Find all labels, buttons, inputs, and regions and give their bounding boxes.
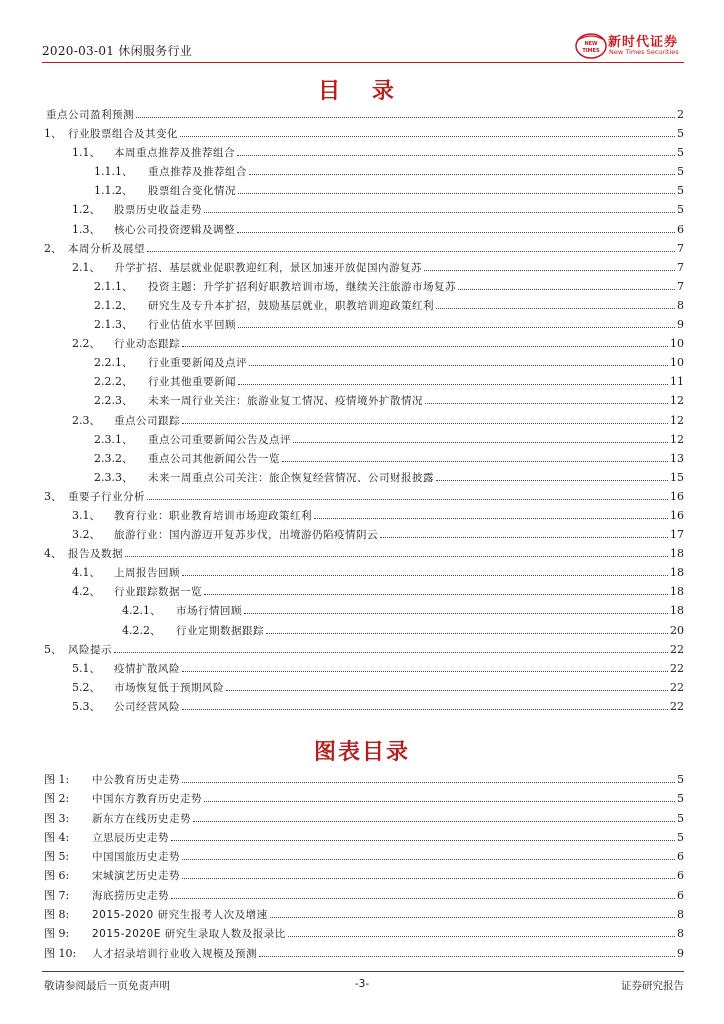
toc-entry[interactable]	[44, 239, 684, 258]
toc-entry[interactable]	[44, 220, 684, 239]
page-ref: 12	[670, 432, 684, 446]
toc-entry[interactable]	[44, 200, 684, 219]
toc-entry-label: 旅游行业：国内游迈开复苏步伐，出境游仍陷疫情阴云	[114, 529, 378, 542]
toc-entry-number: 1.2、	[72, 203, 101, 217]
toc-entry-label: 市场恢复低于预期风险	[114, 681, 224, 694]
toc-entry[interactable]	[44, 621, 684, 640]
page-ref: 6	[677, 869, 684, 883]
toc-entry-number: 2.2.1、	[94, 356, 133, 370]
dot-leader	[193, 820, 675, 822]
toc-entry[interactable]	[44, 506, 684, 525]
dot-leader	[424, 269, 675, 271]
toc-entry-number: 4.2.2、	[122, 623, 161, 637]
footer-report-type: 证券研究报告	[621, 980, 684, 992]
dot-leader	[244, 612, 668, 614]
dot-leader	[182, 781, 675, 783]
figure-title: 海底捞历史走势	[92, 889, 169, 902]
toc-entry[interactable]	[44, 124, 684, 143]
dot-leader	[314, 517, 668, 519]
dot-leader	[237, 154, 675, 156]
page-ref: 18	[670, 566, 684, 580]
dot-leader	[204, 800, 675, 802]
page-ref: 9	[677, 946, 684, 960]
footer-divider	[42, 971, 684, 972]
header-date-sector: 2020-03-01 休闲服务行业	[42, 44, 193, 58]
dot-leader	[125, 555, 668, 557]
table-of-contents	[44, 105, 684, 716]
toc-entry-label: 市场行情回顾	[176, 605, 242, 618]
figure-entry[interactable]	[44, 866, 684, 885]
toc-entry[interactable]	[44, 449, 684, 468]
toc-entry[interactable]	[44, 487, 684, 506]
dot-leader	[288, 935, 675, 937]
toc-entry-label: 核心公司投资逻辑及调整	[114, 223, 235, 236]
toc-entry[interactable]	[44, 372, 684, 391]
toc-entry-label: 升学扩招、基层就业促职教迎红利，景区加速开放促国内游复苏	[114, 261, 422, 274]
toc-entry-number: 1、	[44, 127, 62, 141]
dot-leader	[171, 897, 675, 899]
figure-title: 中公教育历史走势	[92, 774, 180, 786]
figure-number: 图 2:	[44, 792, 70, 806]
toc-entry-number: 3.1、	[72, 508, 101, 522]
figure-entry[interactable]	[44, 828, 684, 847]
toc-entry-label: 重点公司盈利预测	[46, 109, 134, 121]
dot-leader	[249, 364, 668, 366]
toc-entry-label: 未来一周行业关注：旅游业复工情况、疫情境外扩散情况	[148, 395, 423, 408]
dot-leader	[182, 877, 675, 879]
dot-leader	[238, 383, 668, 385]
figure-title: 人才招录培训行业收入规模及预测	[92, 947, 257, 960]
toc-entry-label: 重要子行业分析	[68, 490, 145, 503]
toc-entry[interactable]	[44, 468, 684, 487]
toc-entry-label: 行业估值水平回顾	[148, 319, 236, 332]
toc-entry-number: 2.1.1、	[94, 279, 133, 293]
figure-number: 图 9:	[44, 927, 70, 941]
toc-entry[interactable]	[44, 601, 684, 620]
dot-leader	[282, 460, 668, 462]
figure-number: 图 8:	[44, 908, 70, 922]
dot-leader	[249, 173, 675, 175]
page-ref: 22	[670, 661, 684, 675]
toc-entry-number: 1.1、	[72, 146, 101, 160]
figure-title: 宋城演艺历史走势	[92, 870, 180, 883]
toc-entry[interactable]	[44, 640, 684, 659]
toc-entry-label: 重点公司其他新闻公告一览	[148, 452, 280, 465]
dot-leader	[182, 422, 668, 424]
toc-entry[interactable]	[44, 391, 684, 410]
dot-leader	[266, 632, 668, 634]
toc-entry[interactable]	[44, 353, 684, 372]
page-ref: 13	[670, 451, 684, 465]
page-ref: 5	[677, 792, 684, 806]
page-ref: 12	[670, 394, 684, 408]
toc-entry-label: 未来一周重点公司关注：旅企恢复经营情况、公司财报披露	[148, 471, 434, 484]
toc-entry-label: 股票组合变化情况	[148, 185, 236, 198]
toc-entry-label: 重点公司重要新闻公告及点评	[148, 433, 291, 446]
toc-entry-label: 投资主题：升学扩招利好职教培训市场，继续关注旅游市场复苏	[148, 280, 456, 293]
page-ref: 18	[670, 547, 684, 561]
page-ref: 7	[677, 260, 684, 274]
page-ref: 2	[677, 108, 684, 121]
figures-list-title: 图表目录	[313, 740, 410, 765]
toc-entry-number: 2.3.1、	[94, 432, 133, 446]
dot-leader	[436, 479, 668, 481]
page-ref: 18	[670, 604, 684, 618]
toc-entry[interactable]	[44, 430, 684, 449]
toc-entry[interactable]	[44, 563, 684, 582]
page-ref: 17	[670, 528, 684, 542]
figure-number: 图 4:	[44, 830, 70, 844]
toc-entry-label: 风险提示	[68, 643, 112, 656]
dot-leader	[436, 307, 675, 309]
figure-title: 新东方在线历史走势	[92, 812, 191, 825]
page-ref: 5	[677, 830, 684, 844]
page-ref: 16	[670, 508, 684, 522]
toc-entry[interactable]	[44, 296, 684, 315]
toc-entry-number: 2.3.2、	[94, 451, 133, 465]
toc-entry-label: 上周报告回顾	[114, 567, 180, 580]
page-ref: 5	[677, 773, 684, 786]
toc-entry-number: 2.2.3、	[94, 394, 133, 408]
page-ref: 6	[677, 888, 684, 902]
toc-entry[interactable]	[44, 411, 684, 430]
toc-entry[interactable]	[44, 334, 684, 353]
page-ref: 20	[670, 623, 684, 637]
page-ref: 22	[670, 699, 684, 713]
dot-leader	[147, 498, 668, 500]
figure-title: 中国东方教育历史走势	[92, 793, 202, 806]
logo-mark-icon	[574, 30, 610, 60]
page-ref: 10	[670, 356, 684, 370]
page-ref: 11	[670, 375, 684, 389]
toc-entry-label: 本周分析及展望	[68, 242, 145, 255]
dot-leader	[380, 536, 668, 538]
dot-leader	[171, 839, 675, 841]
page-ref: 5	[677, 165, 684, 179]
page-ref: 6	[677, 222, 684, 236]
toc-entry-number: 5.2、	[72, 680, 101, 694]
dot-leader	[238, 192, 675, 194]
figure-number: 图 5:	[44, 850, 70, 864]
figure-entry[interactable]	[44, 905, 684, 924]
dot-leader	[293, 441, 668, 443]
toc-entry-label: 行业跟踪数据一览	[114, 586, 202, 599]
toc-entry-number: 4.2.1、	[122, 604, 161, 618]
toc-entry[interactable]	[44, 697, 684, 716]
page-ref: 9	[677, 318, 684, 332]
page-ref: 8	[677, 927, 684, 941]
toc-entry[interactable]	[44, 181, 684, 200]
toc-entry-number: 1.1.1、	[94, 165, 133, 179]
toc-entry-number: 2.2.2、	[94, 375, 133, 389]
dot-leader	[182, 858, 675, 860]
page-ref: 16	[670, 489, 684, 503]
figure-entry[interactable]	[44, 789, 684, 808]
toc-entry-number: 5.1、	[72, 661, 101, 675]
toc-entry-number: 4.2、	[72, 585, 101, 599]
toc-entry-number: 3.2、	[72, 528, 101, 542]
page-ref: 10	[670, 337, 684, 351]
dot-leader	[204, 593, 668, 595]
page-ref: 5	[677, 811, 684, 825]
toc-entry-number: 4、	[44, 547, 62, 561]
toc-entry[interactable]	[44, 659, 684, 678]
page-ref: 15	[670, 470, 684, 484]
toc-entry[interactable]	[44, 105, 684, 124]
toc-entry-number: 2.1、	[72, 260, 101, 274]
toc-entry-number: 5.3、	[72, 699, 101, 713]
toc-entry[interactable]	[44, 678, 684, 697]
page-ref: 5	[677, 127, 684, 141]
figure-entry[interactable]	[44, 944, 684, 963]
dot-leader	[425, 402, 668, 404]
toc-entry-label: 报告及数据	[68, 548, 123, 561]
dot-leader	[114, 651, 668, 653]
toc-entry-number: 2.1.3、	[94, 318, 133, 332]
toc-entry[interactable]	[44, 162, 684, 181]
figure-number: 图 1:	[44, 773, 70, 786]
dot-leader	[182, 670, 668, 672]
dot-leader	[180, 135, 675, 137]
figure-number: 图 6:	[44, 869, 70, 883]
toc-entry-number: 3、	[44, 489, 62, 503]
toc-entry-label: 研究生及专升本扩招，鼓励基层就业，职教培训迎政策红利	[148, 299, 434, 312]
toc-entry-label: 行业动态跟踪	[114, 338, 180, 351]
dot-leader	[182, 708, 668, 710]
svg-text:TIMES: TIMES	[582, 48, 600, 54]
toc-entry-label: 行业定期数据跟踪	[176, 624, 264, 637]
toc-entry[interactable]	[44, 582, 684, 601]
page-ref: 22	[670, 642, 684, 656]
dot-leader	[182, 345, 668, 347]
page-number: -3-	[354, 978, 370, 990]
figure-title: 立思辰历史走势	[92, 831, 169, 844]
toc-entry-number: 4.1、	[72, 566, 101, 580]
toc-entry-label: 行业股票组合及其变化	[68, 128, 178, 141]
svg-text:NEW: NEW	[584, 41, 598, 47]
page-ref: 6	[677, 850, 684, 864]
figure-entry[interactable]	[44, 924, 684, 943]
figure-entry[interactable]	[44, 886, 684, 905]
toc-entry-number: 1.3、	[72, 222, 101, 236]
page-ref: 8	[677, 908, 684, 922]
toc-entry-number: 2.3、	[72, 413, 101, 427]
toc-entry-number: 2、	[44, 241, 62, 255]
page-ref: 5	[677, 146, 684, 160]
figure-number: 图 7:	[44, 888, 70, 902]
figure-entry[interactable]	[44, 809, 684, 828]
figure-entry[interactable]	[44, 770, 684, 789]
toc-entry-number: 5、	[44, 642, 62, 656]
toc-entry-number: 2.2、	[72, 337, 101, 351]
toc-entry[interactable]	[44, 525, 684, 544]
toc-entry[interactable]	[44, 143, 684, 162]
toc-entry[interactable]	[44, 315, 684, 334]
figure-title: 2015-2020 研究生报考人次及增速	[92, 909, 268, 922]
toc-entry-number: 2.1.2、	[94, 298, 133, 312]
figure-title: 中国国旅历史走势	[92, 851, 180, 864]
toc-entry[interactable]	[44, 544, 684, 563]
toc-entry-label: 本周重点推荐及推荐组合	[114, 147, 235, 160]
header-divider	[42, 62, 684, 63]
toc-entry[interactable]	[44, 258, 684, 277]
figure-title: 2015-2020E 研究生录取人数及报录比	[92, 928, 286, 941]
toc-entry-label: 股票历史收益走势	[114, 204, 202, 217]
page-ref: 12	[670, 413, 684, 427]
page-ref: 5	[677, 184, 684, 198]
dot-leader	[226, 689, 668, 691]
company-logo	[574, 30, 686, 60]
footer-disclaimer: 敬请参阅最后一页免责声明	[44, 980, 170, 992]
figure-number: 图 10:	[44, 946, 77, 960]
dot-leader	[458, 288, 675, 290]
toc-entry-label: 行业重要新闻及点评	[148, 357, 247, 370]
toc-entry-label: 行业其他重要新闻	[148, 376, 236, 389]
page-ref: 18	[670, 585, 684, 599]
page-ref: 7	[677, 241, 684, 255]
dot-leader	[237, 231, 675, 233]
toc-entry[interactable]	[44, 277, 684, 296]
figure-entry[interactable]	[44, 847, 684, 866]
toc-entry-label: 教育行业：职业教育培训市场迎政策红利	[114, 509, 312, 522]
page-ref: 22	[670, 680, 684, 694]
dot-leader	[270, 916, 675, 918]
dot-leader	[182, 574, 668, 576]
dot-leader	[238, 326, 675, 328]
page-ref: 5	[677, 203, 684, 217]
figures-list	[44, 770, 684, 963]
toc-entry-label: 重点公司跟踪	[114, 414, 180, 427]
logo-english-name: New Times Securities	[609, 48, 679, 56]
page-ref: 8	[677, 298, 684, 312]
toc-entry-number: 1.1.2、	[94, 184, 133, 198]
dot-leader	[147, 250, 675, 252]
logo-chinese-name: 新时代证券	[608, 35, 679, 50]
toc-entry-label: 疫情扩散风险	[114, 662, 180, 675]
toc-entry-label: 公司经营风险	[114, 700, 180, 713]
dot-leader	[259, 955, 675, 957]
toc-entry-label: 重点推荐及推荐组合	[148, 166, 247, 179]
dot-leader	[136, 116, 675, 118]
toc-title: 目 录	[318, 79, 406, 104]
page-ref: 7	[677, 279, 684, 293]
toc-entry-number: 2.3.3、	[94, 470, 133, 484]
dot-leader	[204, 211, 675, 213]
figure-number: 图 3:	[44, 811, 70, 825]
